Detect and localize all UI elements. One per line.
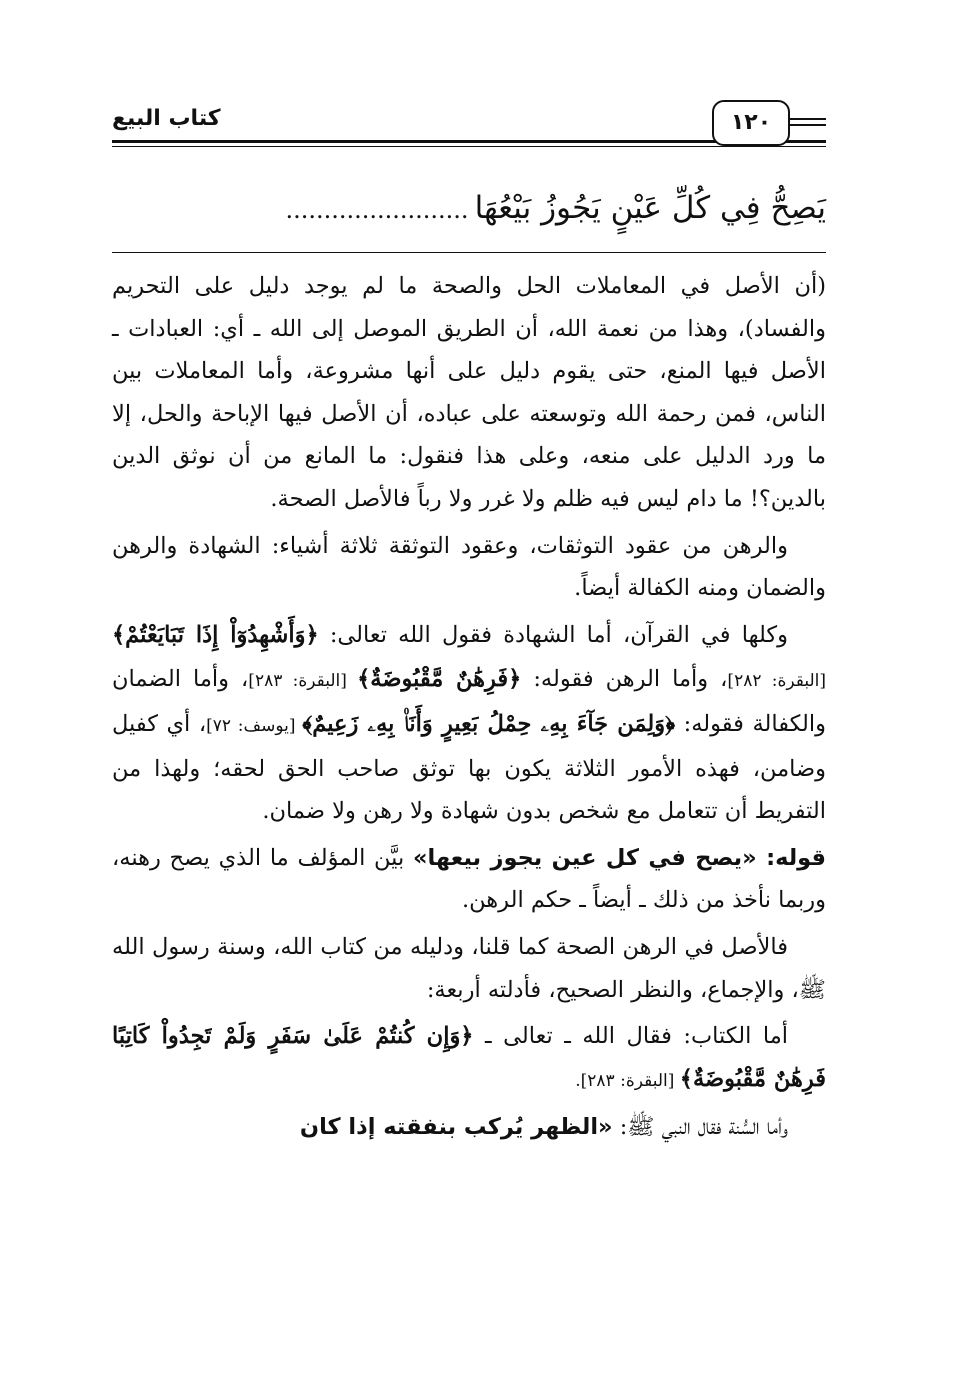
hadith-text: «الظهر يُركب بنفقته إذا كان <box>299 1114 613 1141</box>
paragraph-text: وكلها في القرآن، أما الشهادة فقول الله تعالى: <box>318 621 788 648</box>
verse-reference: [البقرة: ٢٨٣] <box>248 671 358 692</box>
header-ornament-rule <box>790 118 826 120</box>
paragraph-text: أما الكتاب: فقال الله ـ تعالى ـ <box>473 1023 789 1050</box>
book-page <box>112 100 826 1350</box>
paragraph: (أن الأصل في المعاملات الحل والصحة ما لم يوجد دليل على التحريم والفساد)، وهذا من نعمة الله، أن الطريق الموصل إلى الله ـ أي: العبادات ـ الأصل فيها المنع، حتى يقوم دليل على أنها مشروعة، وأما المعاملات بين الناس، فمن رحمة الله وتوسعته على عباده، أن الأصل فيها الإباحة والحل، إلا ما ورد الدليل على منعه، وعلى هذا فنقول: ما المانع من أن نوثق الدين بالدين؟! ما دام ليس فيه ظلم ولا غرر ولا رباً فالأصل الصحة. <box>112 273 826 512</box>
verse-reference: [البقرة: ٢٨٢] <box>727 671 826 692</box>
verse-reference: [البقرة: ٢٨٣]. <box>575 1070 680 1091</box>
matn-separator <box>112 252 826 253</box>
matn-line <box>112 180 826 236</box>
paragraph <box>112 837 826 922</box>
quran-verse: ﴿وَإِن كُنتُمْ عَلَىٰ سَفَرٍ وَلَمْ تَجِدُواْ كَاتِبًا فَرِهَٰنٌ مَّقْبُوضَةٌ﴾ <box>112 1023 826 1092</box>
paragraph-text: وأما السُّنة فقال النبي ﷺ: <box>612 1114 788 1141</box>
header-ornament-rule <box>790 124 826 126</box>
paragraph <box>112 1106 826 1149</box>
header-rule-thin <box>112 146 826 147</box>
matn-text: يَصِحُّ فِي كُلِّ عَيْنٍ يَجُوزُ بَيْعُهَا <box>474 190 826 226</box>
page-number: ١٢٠ <box>712 100 790 146</box>
paragraph <box>112 1015 826 1102</box>
matn-dots: ........................ <box>285 196 469 224</box>
lemma: قوله: «يصح في كل عين يجوز بيعها» <box>412 844 826 871</box>
commentary <box>112 265 826 1149</box>
paragraph: فالأصل في الرهن الصحة كما قلنا، ودليله من كتاب الله، وسنة رسول الله ﷺ، والإجماع، والنظر الصحيح، فأدلته أربعة: <box>112 933 826 1003</box>
quran-verse: ﴿وَلِمَن جَآءَ بِهِۦ حِمْلُ بَعِيرٍ وَأَنَا۠ بِهِۦ زَعِيمٌ﴾ <box>302 710 676 737</box>
paragraph-text: بيَّن المؤلف ما الذي يصح رهنه، وربما نأخذ من ذلك ـ أيضاً ـ حكم الرهن. <box>112 844 826 914</box>
paragraph-text: ، وأما الرهن فقوله: <box>521 666 728 693</box>
paragraph: والرهن من عقود التوثقات، وعقود التوثقة ثلاثة أشياء: الشهادة والرهن والضمان ومنه الكفالة أيضاً. <box>112 532 826 602</box>
running-header <box>112 100 826 158</box>
paragraph-text: ، أي كفيل وضامن، فهذه الأمور الثلاثة يكون بها توثق صاحب الحق لحقه؛ ولهذا من التفريط أن تتعامل مع شخص بدون شهادة ولا رهن ولا ضمان. <box>112 710 826 825</box>
verse-reference: [يوسف: ٧٢] <box>206 715 303 736</box>
paragraph <box>112 614 826 833</box>
paragraph-text: ، وأما الضمان والكفالة فقوله: <box>112 666 827 737</box>
book-title: كتاب البيع <box>112 106 221 131</box>
quran-verse: ﴿وَأَشْهِدُوٓاْ إِذَا تَبَايَعْتُمْ﴾ <box>112 621 319 648</box>
quran-verse: ﴿فَرِهَٰنٌ مَّقْبُوضَةٌ﴾ <box>357 666 522 693</box>
